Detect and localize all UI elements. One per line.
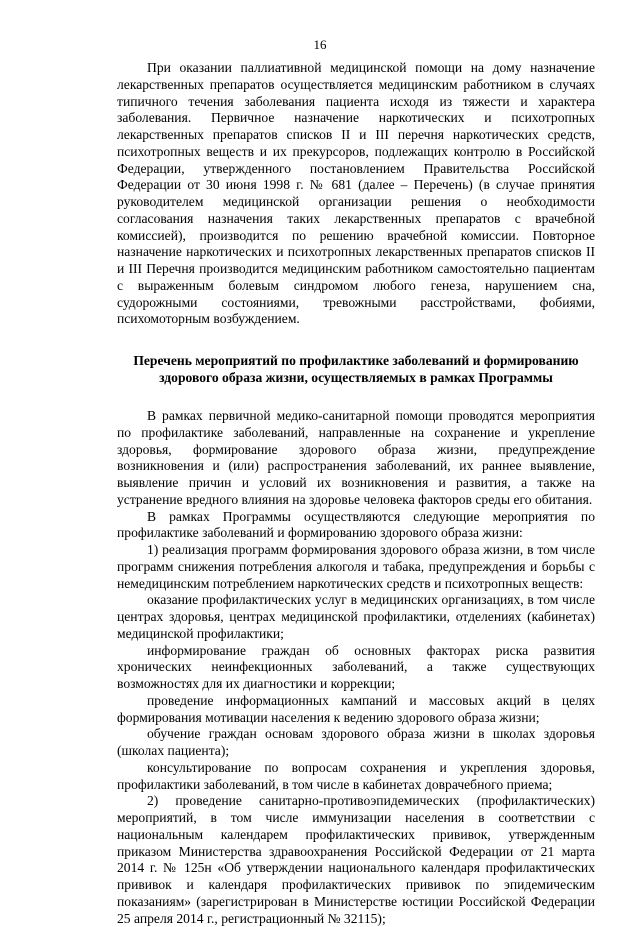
page-number: 16 bbox=[313, 37, 327, 52]
section-list-item: проведение информационных кампаний и массовых акций в целях формирования мотивации населения к ведению здорового образа жизни; bbox=[117, 692, 595, 725]
document-body bbox=[117, 60, 595, 927]
section-heading: Перечень мероприятий по профилактике заболеваний и формированию здорового образа жизни, осуществляемых в рамках Программы bbox=[133, 353, 579, 385]
section-list-item: 2) проведение санитарно-противоэпидемических (профилактических) мероприятий, в том числе иммунизации населения в соответствии с национальным календарем профилактических прививок, утвержденным приказом Министерства здравоохранения Российской Федерации от 21 марта 2014 г. № 125н «Об утверждении национального календаря профилактических прививок и календаря профилактических прививок по эпидемическим показаниям» (зарегистрирован в Министерстве юстиции Российской Федерации 25 апреля 2014 г., регистрационный № 32115); bbox=[117, 793, 595, 926]
section-list-item: оказание профилактических услуг в медицинских организациях, в том числе центрах здоровья, центрах медицинской профилактики, отделениях (кабинетах) медицинской профилактики; bbox=[117, 592, 595, 641]
section-paragraph: В рамках Программы осуществляются следующие мероприятия по профилактике заболеваний и формированию здорового образа жизни: bbox=[117, 508, 595, 541]
section-list-item: информирование граждан об основных факторах риска развития хронических неинфекционных заболеваний, а также существующих возможностях для их диагностики и коррекции; bbox=[117, 642, 595, 691]
section-list-item: обучение граждан основам здорового образа жизни в школах здоровья (школах пациента); bbox=[117, 726, 595, 758]
section-list-item: консультирование по вопросам сохранения и укрепления здоровья, профилактики заболеваний, в том числе в кабинетах доврачебного приема; bbox=[117, 759, 595, 792]
section-list-item: 1) реализация программ формирования здорового образа жизни, в том числе программ снижения потребления алкоголя и табака, предупреждения и борьбы с немедицинским потреблением наркотических средств и психотропных веществ: bbox=[117, 542, 595, 591]
section-paragraph: В рамках первичной медико-санитарной помощи проводятся мероприятия по профилактике заболеваний, направленные на сохранение и укрепление здоровья, формирование здорового образа жизни, предупреждение возникновения и (или) распространения заболеваний, их раннее выявление, выявление причин и условий их возникновения и развития, а также на устранение вредного влияния на здоровье человека факторов среды его обитания. bbox=[117, 408, 595, 507]
intro-paragraph: При оказании паллиативной медицинской помощи на дому назначение лекарственных препаратов осуществляется медицинским работником в случаях типичного течения заболевания пациента исходя из тяжести и характера заболевания. Первичное назначение наркотических и психотропных лекарственных препаратов списков II и III перечня наркотических средств, психотропных веществ и их прекурсоров, подлежащих контролю в Российской Федерации, утвержденного постановлением Правительства Российской Федерации от 30 июня 1998 г. № 681 (далее – Перечень) (в случае принятия руководителем медицинской организации решения о необходимости согласования назначения таких лекарственных препаратов с врачебной комиссией), производится по решению врачебной комиссии. Повторное назначение наркотических и психотропных лекарственных препаратов списков II и III Перечня производится медицинским работником самостоятельно пациентам с выраженным болевым синдромом любого генеза, нарушением сна, судорожными состояниями, тревожными расстройствами, фобиями, психомоторным возбуждением. bbox=[117, 60, 595, 327]
